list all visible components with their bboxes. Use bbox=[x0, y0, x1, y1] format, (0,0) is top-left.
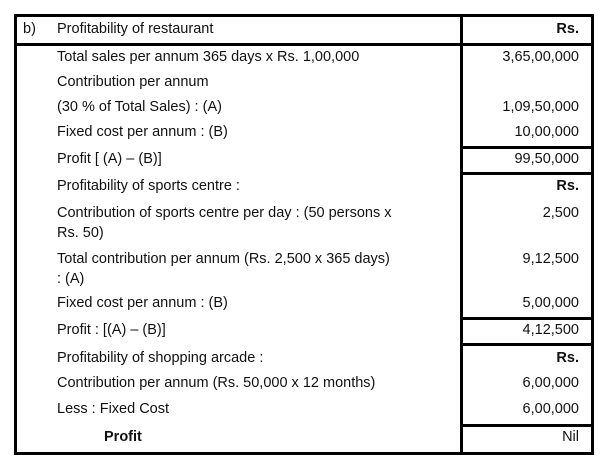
row-text: Less : Fixed Cost bbox=[57, 401, 170, 417]
row-value: 6,00,000 bbox=[522, 401, 579, 417]
row-value: 2,500 bbox=[542, 205, 579, 221]
row-value: 6,00,000 bbox=[522, 375, 579, 391]
profit-value: 99,50,000 bbox=[514, 151, 579, 167]
profit-value: Nil bbox=[562, 429, 579, 445]
profit-value: 4,12,500 bbox=[522, 322, 579, 338]
row-value: 5,00,000 bbox=[522, 295, 579, 311]
row-text: Total sales per annum 365 days x Rs. 1,00,000 bbox=[57, 49, 360, 65]
section-title: Profitability of shopping arcade : bbox=[57, 350, 264, 366]
profitability-table bbox=[14, 14, 594, 455]
section-label: b) bbox=[23, 21, 36, 37]
row-text: Total contribution per annum (Rs. 2,500 x 365 days) bbox=[57, 251, 390, 267]
column-header: Rs. bbox=[556, 350, 579, 366]
row-text: : (A) bbox=[57, 271, 85, 287]
column-header: Rs. bbox=[556, 178, 579, 194]
row-value: 9,12,500 bbox=[522, 251, 579, 267]
column-divider bbox=[460, 17, 463, 452]
row-text: Contribution per annum bbox=[57, 74, 209, 90]
profit-text: Profit : [(A) – (B)] bbox=[57, 322, 166, 338]
row-value: 10,00,000 bbox=[514, 124, 579, 140]
profit-text: Profit [ (A) – (B)] bbox=[57, 151, 162, 167]
row-text: Fixed cost per annum : (B) bbox=[57, 295, 228, 311]
divider bbox=[460, 172, 591, 175]
column-header: Rs. bbox=[556, 21, 579, 37]
profit-text: Profit bbox=[104, 429, 142, 445]
row-text: Fixed cost per annum : (B) bbox=[57, 124, 228, 140]
row-value: 1,09,50,000 bbox=[502, 99, 579, 115]
row-text: Contribution of sports centre per day : (50 persons x bbox=[57, 205, 392, 221]
header-divider bbox=[17, 43, 591, 46]
row-value: 3,65,00,000 bbox=[502, 49, 579, 65]
divider bbox=[460, 343, 591, 346]
row-text: (30 % of Total Sales) : (A) bbox=[57, 99, 222, 115]
section-title: Profitability of sports centre : bbox=[57, 178, 240, 194]
row-text: Contribution per annum (Rs. 50,000 x 12 months) bbox=[57, 375, 376, 391]
row-text: Rs. 50) bbox=[57, 225, 104, 241]
section-title: Profitability of restaurant bbox=[57, 21, 214, 37]
